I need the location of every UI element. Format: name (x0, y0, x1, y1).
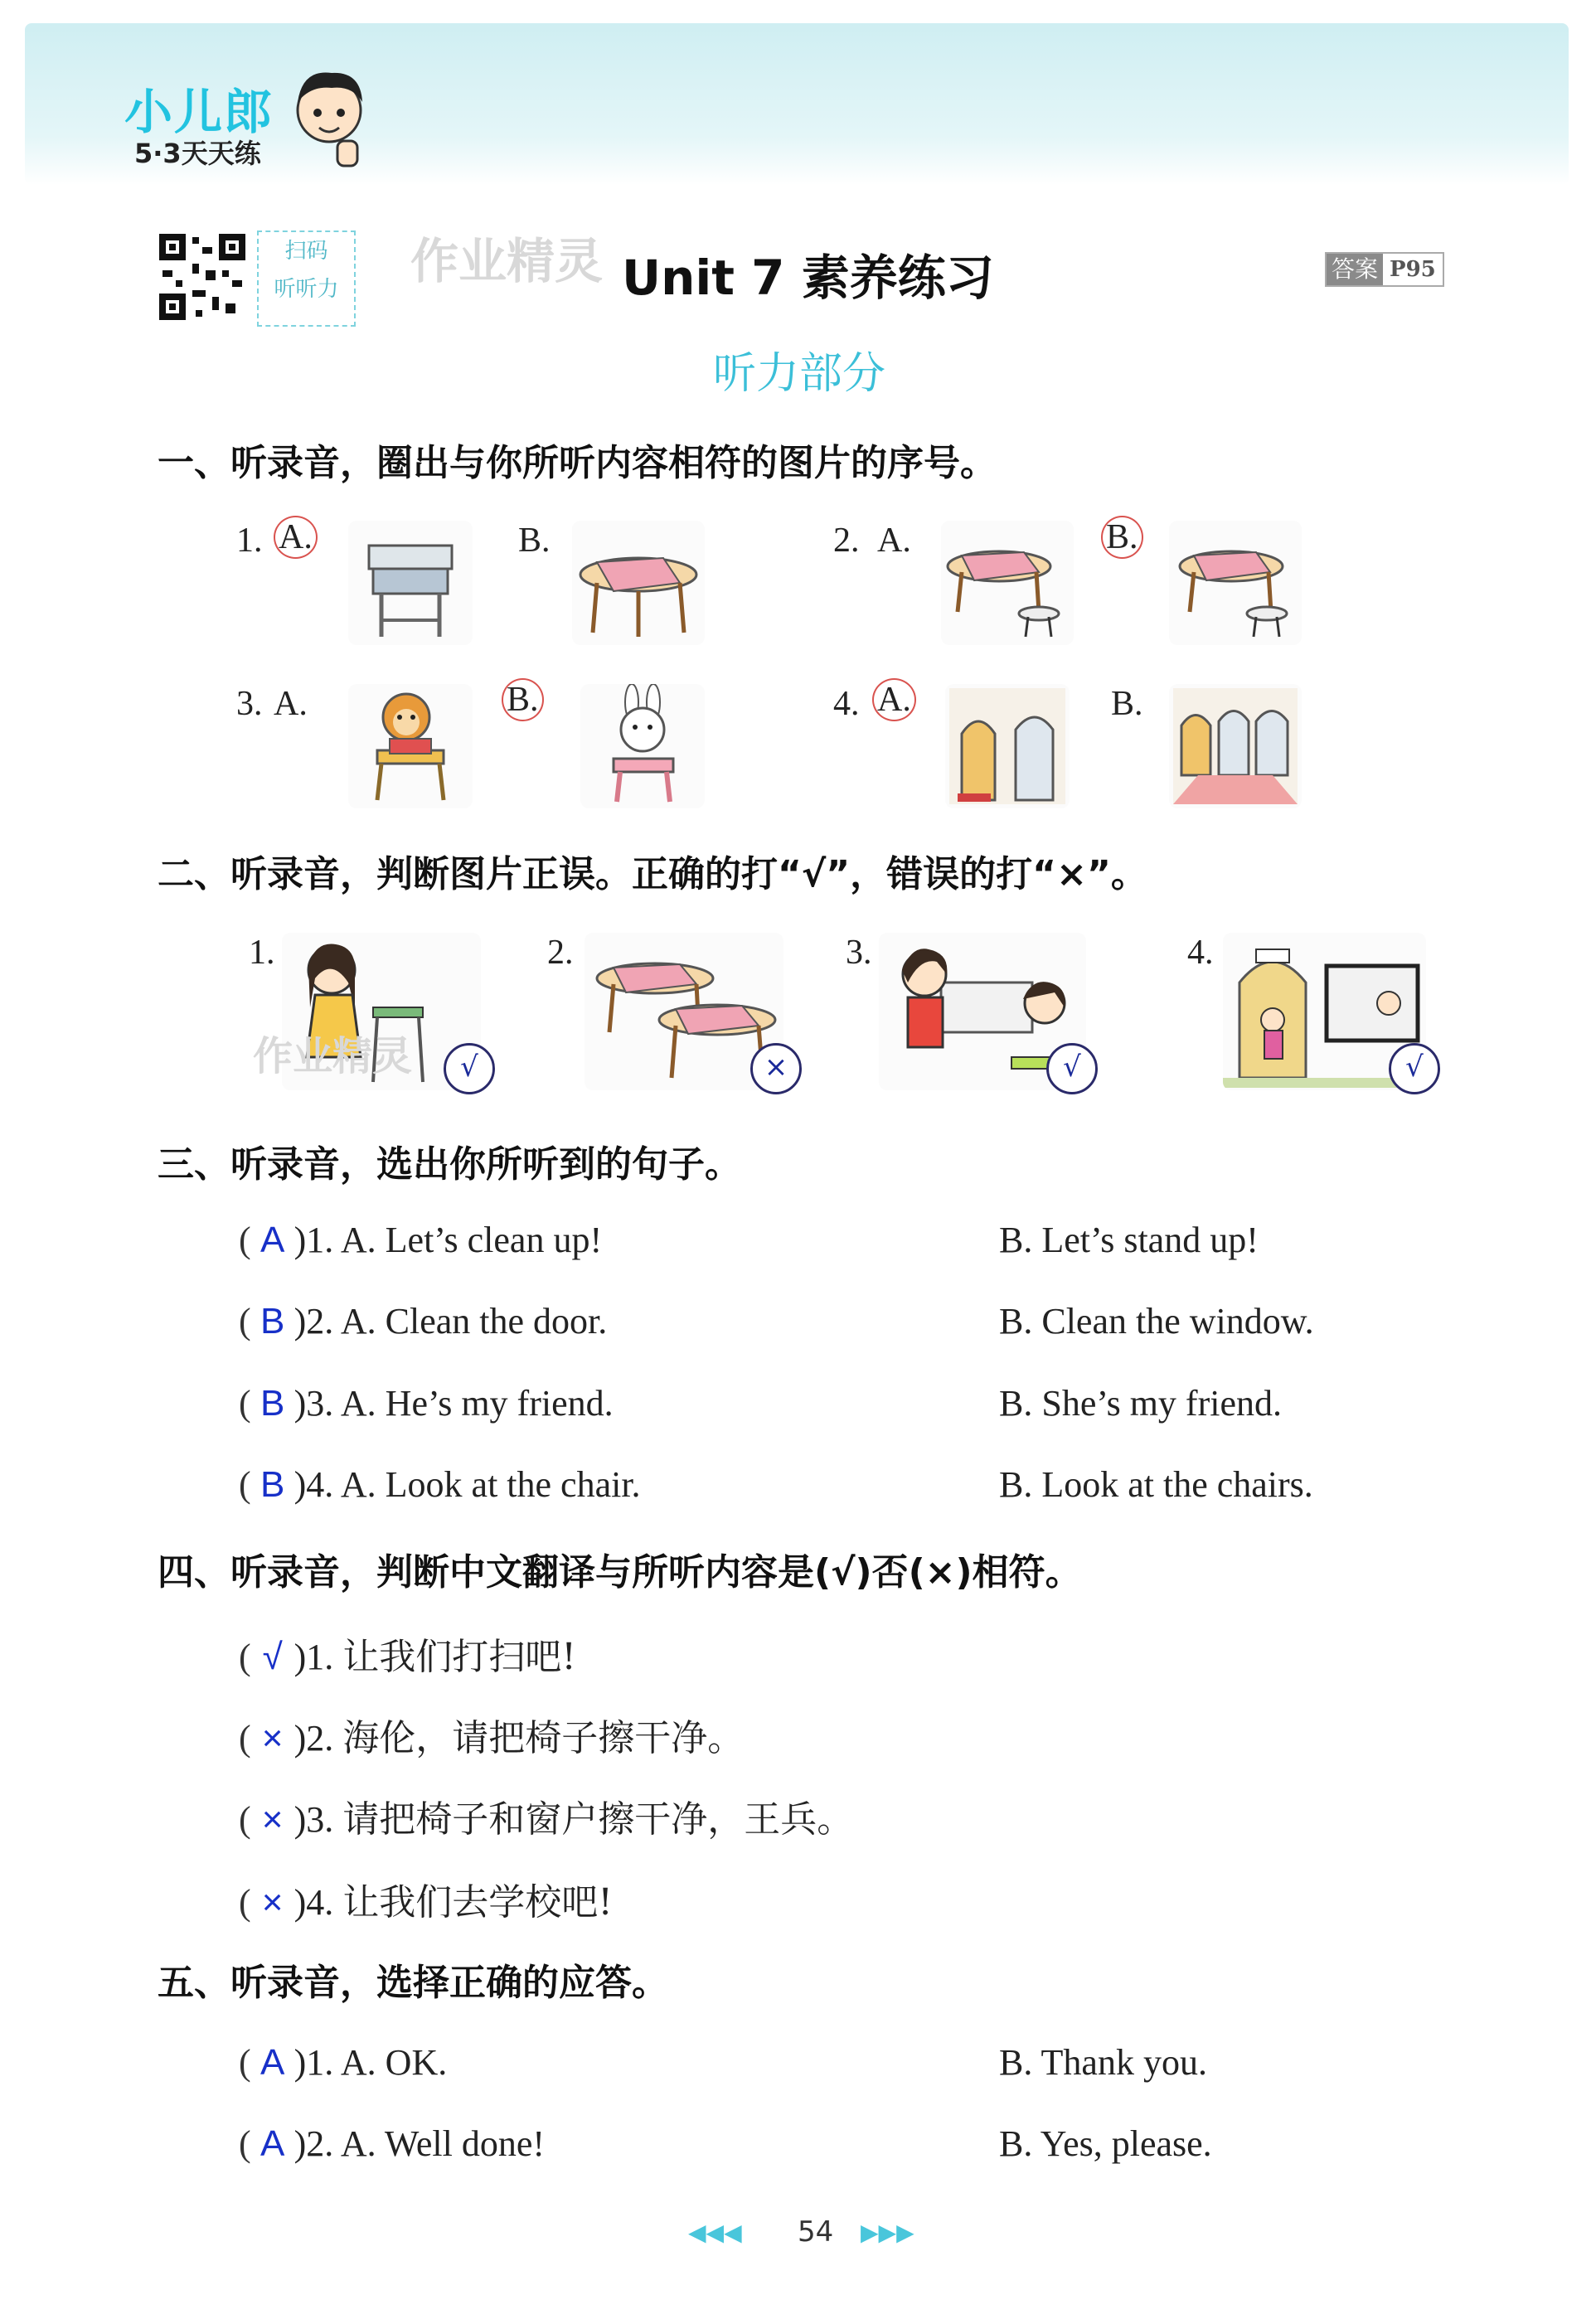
option-b[interactable]: B. She’s my friend. (999, 1383, 1282, 1424)
s2-answer-mark: √ (444, 1043, 495, 1094)
scan-label: 扫码 (284, 239, 328, 264)
answer-page: P95 (1390, 257, 1436, 282)
desk-icon (348, 521, 473, 645)
option-b[interactable]: B. Let’s stand up! (999, 1220, 1259, 1260)
s1-option-a[interactable] (872, 678, 916, 721)
option-a[interactable]: A. Clean the door. (340, 1301, 608, 1342)
s3-question-row: ( B )2. A. Clean the door. (239, 1301, 608, 1342)
watermark: 作业精灵 (410, 233, 604, 289)
s1-option-a[interactable]: A. (274, 685, 308, 723)
section-2-heading: 二、听录音，判断图片正误。正确的打“√”，错误的打“×”。 (158, 853, 1147, 895)
brand-logo: 小儿郎 (124, 84, 274, 140)
s2-item-number: 2. (547, 934, 574, 972)
answer-input[interactable]: B (260, 1301, 285, 1342)
s1-option-b[interactable]: B. (518, 522, 551, 560)
watermark: 作业精灵 (253, 1033, 413, 1080)
s1-option-b[interactable]: B. (1111, 685, 1143, 723)
answer-circle: A. (274, 516, 318, 559)
question-number: )4. (293, 1882, 334, 1923)
section-5-heading: 五、听录音，选择正确的应答。 (158, 1962, 668, 2004)
question-number: )4. (293, 1464, 334, 1505)
doors-icon (1169, 684, 1302, 808)
option-b[interactable]: B. Look at the chairs. (999, 1464, 1313, 1505)
s2-answer-mark: √ (1046, 1043, 1098, 1094)
answer-input[interactable]: A (260, 2123, 285, 2164)
s2-answer-mark: √ (1389, 1043, 1440, 1094)
answer-input[interactable]: × (261, 1718, 284, 1759)
next-arrows-icon[interactable]: ▶▶▶ (861, 2219, 914, 2246)
translation-text: 海伦，请把椅子擦干净。 (342, 1717, 745, 1759)
translation-text: 请把椅子和窗户擦干净，王兵。 (342, 1798, 854, 1841)
s4-question-row: ( × )3. 请把椅子和窗户擦干净，王兵。 (239, 1798, 854, 1841)
table-stool-icon (1169, 521, 1302, 645)
rabbit-chair-icon (580, 684, 705, 808)
question-number: )2. (293, 2123, 334, 2164)
section-1-heading: 一、听录音，圈出与你所听内容相符的图片的序号。 (158, 442, 997, 484)
answer-label: 答案 (1327, 254, 1383, 285)
option-a[interactable]: A. He’s my friend. (340, 1383, 614, 1424)
page-title: Unit 7 素养练习 (622, 250, 994, 306)
page-number: 54 (798, 2215, 834, 2249)
s2-item-number: 1. (249, 934, 275, 972)
mascot-boy-icon (286, 65, 373, 172)
s1-option-a[interactable]: A. (877, 522, 911, 560)
answer-reference (1325, 252, 1444, 287)
s4-question-row: ( √ )1. 让我们打扫吧! (239, 1636, 576, 1678)
s1-option-a[interactable] (274, 516, 318, 559)
s4-question-row: ( × )2. 海伦，请把椅子擦干净。 (239, 1717, 745, 1759)
translation-text: 让我们去学校吧! (342, 1881, 613, 1924)
s4-question-row: ( × )4. 让我们去学校吧! (239, 1881, 613, 1924)
table-icon (572, 521, 705, 645)
s1-option-b[interactable] (502, 678, 544, 721)
brand-subtitle: 5·3天天练 (134, 138, 261, 169)
answer-input[interactable]: × (261, 1882, 284, 1923)
answer-circle: A. (872, 678, 916, 721)
option-a[interactable]: A. OK. (340, 2042, 448, 2083)
scan-listening-label (257, 230, 356, 327)
answer-input[interactable]: B (260, 1464, 285, 1505)
qr-code-icon[interactable] (156, 230, 249, 323)
s3-question-row: ( B )3. A. He’s my friend. (239, 1383, 614, 1424)
table-stool-icon (941, 521, 1074, 645)
option-a[interactable]: A. Well done! (340, 2123, 546, 2164)
s1-item-number: 1. (236, 522, 263, 560)
s1-item-number: 4. (833, 685, 860, 723)
prev-arrows-icon[interactable]: ◀◀◀ (688, 2219, 742, 2246)
s2-item-number: 4. (1187, 934, 1214, 972)
question-number: )1. (293, 1637, 334, 1677)
s3-question-row: ( B )4. A. Look at the chair. (239, 1464, 641, 1505)
s2-answer-mark: × (750, 1043, 802, 1094)
question-number: )2. (293, 1718, 334, 1759)
s1-item-number: 3. (236, 685, 263, 723)
answer-input[interactable]: A (260, 2042, 285, 2083)
answer-circle: B. (502, 678, 544, 721)
section-4-heading: 四、听录音，判断中文翻译与所听内容是(√)否(×)相符。 (158, 1551, 1082, 1594)
question-number: )1. (293, 1220, 334, 1260)
answer-input[interactable]: A (260, 1220, 285, 1260)
option-b[interactable]: B. Yes, please. (999, 2123, 1212, 2164)
monkey-chair-icon (348, 684, 473, 808)
option-a[interactable]: A. Look at the chair. (340, 1464, 641, 1505)
question-number: )3. (293, 1383, 334, 1424)
s1-option-b[interactable] (1101, 516, 1143, 559)
translation-text: 让我们打扫吧! (342, 1636, 576, 1678)
s5-question-row: ( A )2. A. Well done! (239, 2123, 546, 2164)
option-a[interactable]: A. Let’s clean up! (340, 1220, 603, 1260)
s2-item-number: 3. (846, 934, 872, 972)
answer-input[interactable]: √ (262, 1637, 283, 1677)
question-number: )3. (293, 1799, 334, 1840)
door-icon (945, 684, 1070, 808)
answer-input[interactable]: B (260, 1383, 285, 1424)
s5-question-row: ( A )1. A. OK. (239, 2042, 448, 2083)
question-number: )2. (293, 1301, 334, 1342)
answer-input[interactable]: × (261, 1799, 284, 1840)
s1-item-number: 2. (833, 522, 860, 560)
section-3-heading: 三、听录音，选出你所听到的句子。 (158, 1143, 741, 1186)
s3-question-row: ( A )1. A. Let’s clean up! (239, 1220, 603, 1260)
option-b[interactable]: B. Clean the window. (999, 1301, 1314, 1342)
option-b[interactable]: B. Thank you. (999, 2042, 1207, 2083)
answer-circle: B. (1101, 516, 1143, 559)
listen-label: 听听力 (274, 277, 339, 302)
question-number: )1. (293, 2042, 334, 2083)
section-subtitle: 听力部分 (713, 349, 886, 399)
